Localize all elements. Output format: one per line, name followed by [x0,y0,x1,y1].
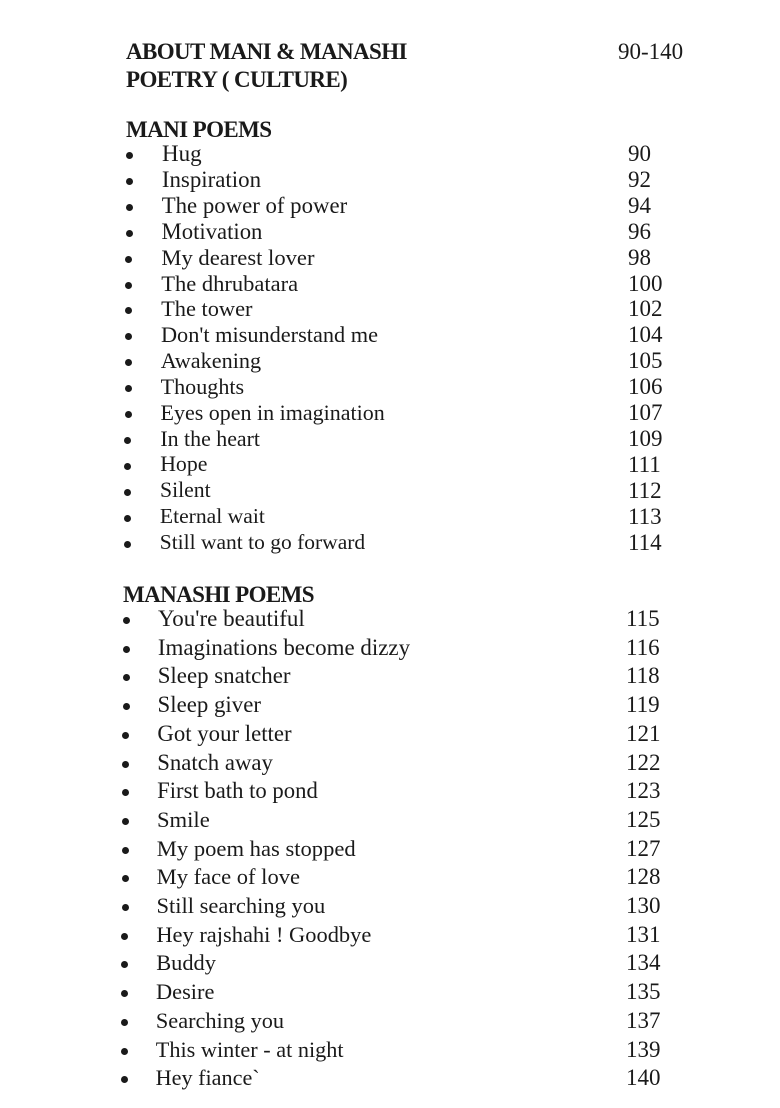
bullet-icon [124,489,131,496]
toc-entry-title: Sleep giver [157,692,261,718]
bullet-icon [122,761,129,768]
bullet-icon [124,541,131,548]
toc-entry-page-number: 137 [626,1007,661,1033]
toc-entry-title: Snatch away [157,749,273,775]
bullet-icon [121,1076,128,1083]
toc-entry-page-number: 130 [626,893,661,918]
toc-entry-title: Buddy [156,950,216,976]
bullet-icon [125,359,132,366]
toc-entry-page-number: 113 [628,503,662,529]
header-page-range: 90-140 [618,39,684,64]
toc-entry-page-number: 92 [628,166,651,192]
toc-entry-page-number: 109 [628,425,663,451]
toc-entry-page-number: 123 [626,778,661,804]
header-title-line1: ABOUT MANI & MANASHI [126,39,407,64]
toc-entry-page-number: 119 [626,692,660,718]
section-title-manashi-poems: MANASHI POEMS [123,582,314,607]
toc-entry-page-number: 127 [626,835,661,861]
toc-entry-title: My face of love [156,864,301,890]
toc-entry-title: My dearest lover [161,244,315,270]
bullet-icon [123,703,130,710]
bullet-icon [122,789,129,796]
toc-entry-title: Thoughts [160,374,245,400]
bullet-icon [121,1048,128,1055]
toc-entry-title: My poem has stopped [156,835,356,861]
toc-entry-page-number: 115 [626,606,660,631]
toc-entry-page-number: 100 [628,270,663,296]
bullet-icon [123,674,130,681]
bullet-icon [126,152,133,159]
bullet-icon [122,847,129,854]
toc-entry-title: Hug [162,141,202,166]
toc-entry-page-number: 131 [626,921,661,947]
toc-entry-page-number: 140 [626,1065,661,1091]
toc-entry-page-number: 98 [628,244,651,270]
toc-entry-title: Imaginations become dizzy [157,634,411,660]
bullet-icon [121,1019,128,1026]
toc-entry-page-number: 111 [628,451,661,477]
toc-entry-title: Eyes open in imagination [160,400,385,425]
bullet-icon [123,617,130,624]
toc-entry-title: Sleep snatcher [157,663,291,689]
toc-entry-page-number: 107 [628,400,663,425]
toc-entry-page-number: 114 [628,529,662,555]
toc-entry-page-number: 125 [626,806,661,832]
toc-entry-page-number: 105 [628,348,663,374]
toc-entry-title: The power of power [161,192,348,218]
toc-entry-page-number: 116 [626,634,660,660]
bullet-icon [122,904,129,911]
bullet-icon [126,230,133,237]
toc-entry-page-number: 134 [626,950,661,976]
toc-entry-title: Smile [156,806,210,832]
bullet-icon [125,307,132,314]
toc-entry-page-number: 106 [628,374,663,400]
toc-entry-title: The dhrubatara [161,270,299,296]
toc-entry-page-number: 102 [628,296,663,322]
toc-entry-title: Desire [156,979,215,1005]
bullet-icon [122,732,129,739]
toc-entry-page-number: 104 [628,322,663,348]
bullet-icon [124,463,131,470]
toc-entry-title: The tower [161,296,253,322]
bullet-icon [125,385,132,392]
section-title-mani-poems: MANI POEMS [126,117,272,142]
toc-entry-title: In the heart [160,425,261,451]
toc-entry-page-number: 118 [626,663,660,689]
bullet-icon [121,933,128,940]
toc-entry-page-number: 96 [628,218,651,244]
toc-entry-page-number: 139 [626,1036,661,1062]
toc-entry-page-number: 94 [628,192,651,218]
bullet-icon [125,282,132,289]
toc-entry-page-number: 112 [628,477,662,503]
toc-entry-title: Searching you [155,1007,285,1033]
toc-entry-title: Hey rajshahi ! Goodbye [156,921,372,947]
header-title-line2: POETRY ( CULTURE) [126,67,348,92]
toc-entry-title: Hope [160,451,208,476]
toc-entry-title: Hey fiance` [155,1065,260,1091]
bullet-icon [122,875,129,882]
bullet-icon [124,515,131,522]
toc-entry-title: Inspiration [161,166,262,192]
bullet-icon [125,333,132,340]
bullet-icon [125,411,132,418]
bullet-icon [121,990,128,997]
toc-entry-page-number: 128 [626,864,661,890]
toc-entry-title: Awakening [160,348,262,374]
toc-entry-title: Still want to go forward [159,529,366,554]
toc-entry-title: Got your letter [157,720,292,746]
toc-entry-page-number: 90 [628,141,651,166]
toc-entry-page-number: 121 [626,720,661,746]
toc-entry-title: Eternal wait [159,503,265,528]
toc-entry-page-number: 135 [626,979,661,1005]
toc-entry-title: Silent [160,477,211,502]
toc-entry-title: This winter - at night [155,1036,344,1062]
toc-entry-title: First bath to pond [157,778,318,804]
bullet-icon [122,818,129,825]
bullet-icon [124,437,131,444]
bullet-icon [126,204,133,211]
toc-header-title [126,38,407,94]
toc-entry-title: Don't misunderstand me [160,322,378,348]
bullet-icon [123,646,130,653]
toc-entry-title: Motivation [161,218,263,244]
toc-entry-title: Still searching you [156,893,326,918]
bullet-icon [125,256,132,263]
toc-entry-page-number: 122 [626,749,661,775]
toc-entry-title: You're beautiful [158,606,305,631]
bullet-icon [126,178,133,185]
bullet-icon [121,961,128,968]
